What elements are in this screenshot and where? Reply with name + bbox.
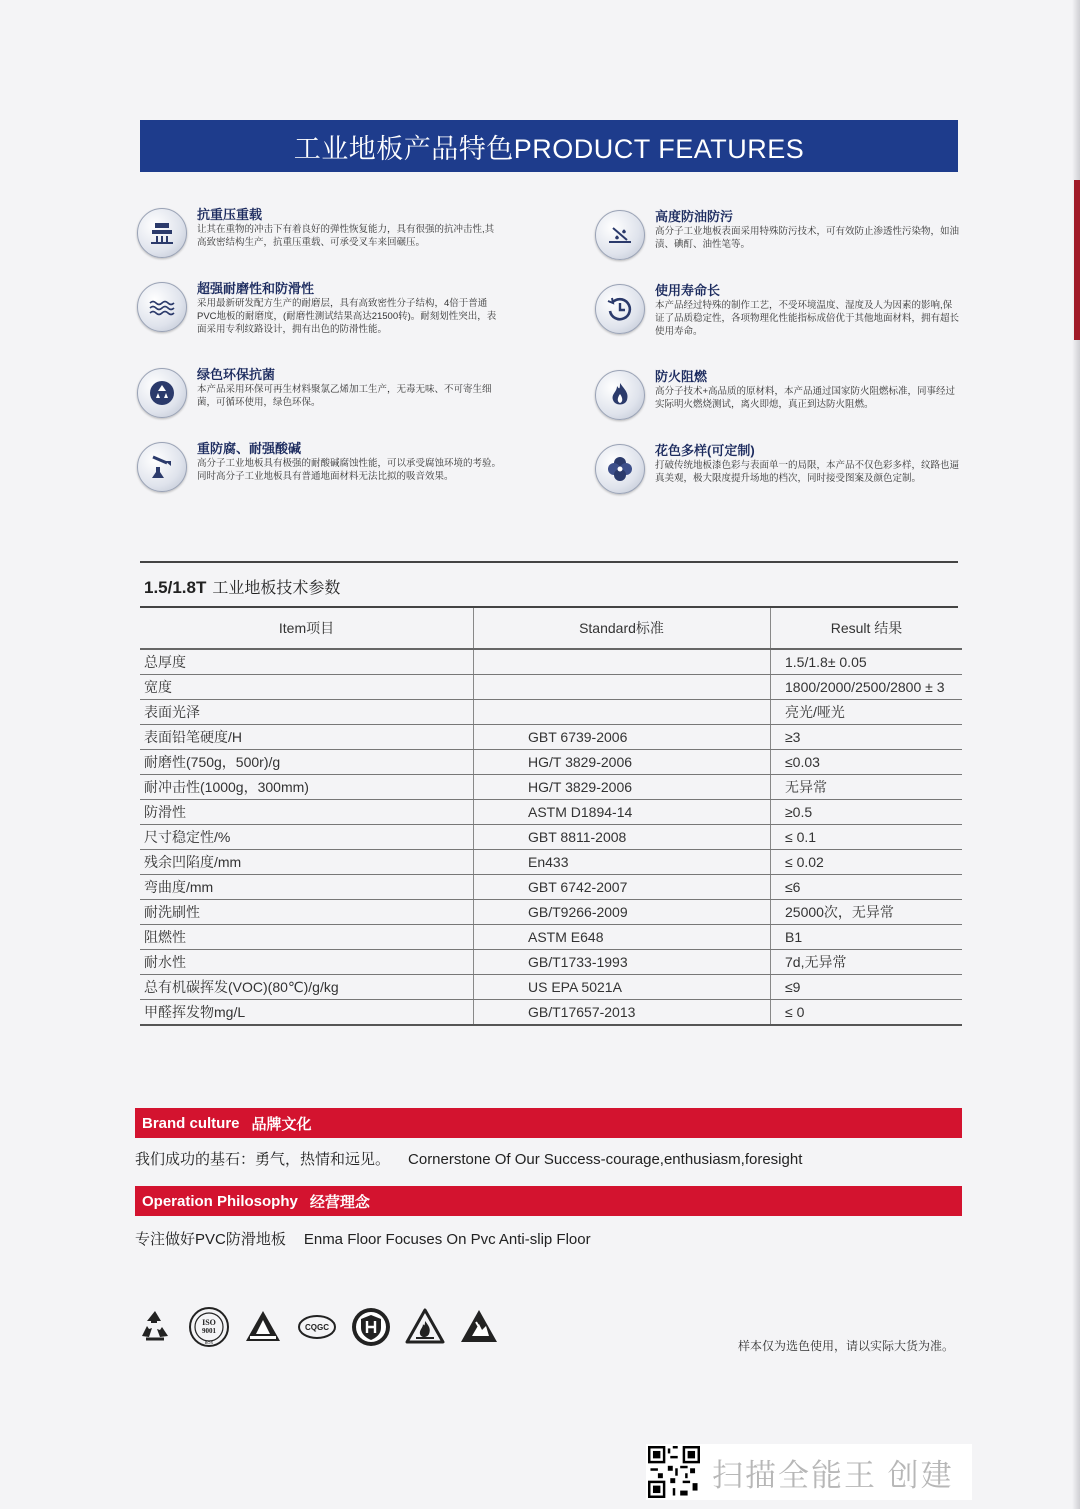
- table-row: [140, 900, 962, 925]
- cell-item: 甲醛挥发物mg/L: [140, 1000, 474, 1026]
- wave-surface-icon: [137, 282, 187, 332]
- cell-result: 亮光/哑光: [771, 700, 963, 725]
- cell-standard: HG/T 3829-2006: [474, 750, 771, 775]
- iso-9001-icon: [188, 1306, 230, 1348]
- cell-result: ≤ 0.1: [771, 825, 963, 850]
- operation-philosophy-line-zh: 专注做好PVC防滑地板: [135, 1231, 286, 1248]
- brand-culture-line: [135, 1148, 802, 1169]
- cell-result: B1: [771, 925, 963, 950]
- iso-label: ISO: [202, 1318, 216, 1327]
- table-row: [140, 800, 962, 825]
- feature-title: 绿色环保抗菌: [197, 367, 276, 382]
- cell-standard: [474, 675, 771, 700]
- spec-title-bold: 1.5/1.8T: [144, 578, 207, 597]
- cell-result: ≤6: [771, 875, 963, 900]
- section-divider: [140, 561, 958, 563]
- table-row: [140, 825, 962, 850]
- spec-table: [140, 608, 962, 1026]
- table-row: [140, 750, 962, 775]
- feature-desc: 高分子技术+高品质的原材料，本产品通过国家防火阻燃标准，同事经过实际明火燃烧测试，离火即熄，真正到达防火阻燃。: [655, 386, 956, 410]
- acid-beaker-icon: [137, 442, 187, 492]
- table-row: [140, 925, 962, 950]
- clock-history-icon: [595, 284, 645, 334]
- brand-culture-zh: 品牌文化: [251, 1115, 312, 1133]
- certification-icons: [134, 1306, 500, 1348]
- cell-item: 防滑性: [140, 800, 474, 825]
- iso-bottom: BOS: [204, 1340, 214, 1345]
- table-row: [140, 950, 962, 975]
- feature-desc: 本产品采用环保可再生材料聚氯乙烯加工生产，无毒无味、不可寄生细菌，可循环使用，绿色环保。: [197, 384, 492, 408]
- feature-desc: 打破传统地板漆色彩与表面单一的局限，本产品不仅色彩多样，纹路也逼真美观，极大限度提升场地的档次，同时接受图案及颜色定制。: [655, 460, 960, 484]
- feature-desc: 高分子工业地板具有极强的耐酸碱腐蚀性能，可以承受腐蚀环境的考验。同时高分子工业地板具有普通地面材料无法比拟的吸音效果。: [197, 458, 502, 482]
- feature-desc: 让其在重物的冲击下有着良好的弹性恢复能力，具有很强的抗冲击性,其高致密结构生产，抗重压重载、可承受叉车来回碾压。: [197, 224, 495, 248]
- feature-title: 高度防油防污: [655, 209, 734, 224]
- cell-standard: HG/T 3829-2006: [474, 775, 771, 800]
- cell-item: 耐磨性(750g，500r)/g: [140, 750, 474, 775]
- cell-item: 尺寸稳定性/%: [140, 825, 474, 850]
- operation-philosophy-line-en: Enma Floor Focuses On Pvc Anti-slip Floor: [303, 1231, 591, 1248]
- cell-item: 总有机碳挥发(VOC)(80℃)/g/kg: [140, 975, 474, 1000]
- cqgc-label: CQGC: [305, 1323, 329, 1332]
- cell-item: 表面光泽: [140, 700, 474, 725]
- color-pattern-icon: [595, 444, 645, 494]
- oil-stain-icon: [595, 210, 645, 260]
- cell-result: 7d,无异常: [771, 950, 963, 975]
- page-edge-mark: [1074, 180, 1080, 340]
- table-row: [140, 649, 962, 675]
- table-row: [140, 975, 962, 1000]
- feature-title: 抗重压重载: [197, 207, 263, 222]
- cell-item: 总厚度: [140, 649, 474, 675]
- cqgc-icon: [296, 1306, 338, 1348]
- recycle-icon: [137, 368, 187, 418]
- recycle-icon: [134, 1306, 176, 1348]
- scanner-watermark: [646, 1444, 972, 1500]
- cell-result: ≤0.03: [771, 750, 963, 775]
- flame-icon: [595, 370, 645, 420]
- cell-standard: ASTM D1894-14: [474, 800, 771, 825]
- cell-item: 耐水性: [140, 950, 474, 975]
- iso-number: 9001: [202, 1327, 216, 1335]
- spec-title: [144, 575, 340, 598]
- cell-standard: En433: [474, 850, 771, 875]
- health-shield-icon: [350, 1306, 392, 1348]
- cell-result: ≤9: [771, 975, 963, 1000]
- feature-desc: 高分子工业地板表面采用特殊防污技术，可有效防止渗透性污染物，如油渍、碘酊、油性笔等。: [655, 226, 960, 250]
- cell-item: 阻燃性: [140, 925, 474, 950]
- feature-title: 使用寿命长: [655, 283, 721, 298]
- cell-result: 25000次，无异常: [771, 900, 963, 925]
- table-row: [140, 700, 962, 725]
- cell-result: 无异常: [771, 775, 963, 800]
- brand-culture-line-zh: 我们成功的基石：勇气，热情和远见。: [135, 1151, 391, 1168]
- operation-philosophy-line: [135, 1228, 591, 1249]
- qr-code-icon: [648, 1446, 700, 1498]
- table-row: [140, 875, 962, 900]
- brand-culture-en: Brand culture: [142, 1114, 240, 1132]
- operation-philosophy-en: Operation Philosophy: [142, 1192, 298, 1210]
- cell-result: ≥0.5: [771, 800, 963, 825]
- watermark-text: 扫描全能王 创建: [712, 1457, 954, 1493]
- table-header-row: [140, 608, 962, 649]
- column-header-result: Result 结果: [771, 608, 963, 649]
- cell-result: ≥3: [771, 725, 963, 750]
- cell-item: 耐冲击性(1000g，300mm): [140, 775, 474, 800]
- spec-title-rest: 工业地板技术参数: [212, 580, 341, 597]
- brand-culture-bar: [135, 1108, 962, 1138]
- cell-result: 1800/2000/2500/2800 ± 3: [771, 675, 963, 700]
- cell-standard: [474, 649, 771, 675]
- cell-standard: GBT 6739-2006: [474, 725, 771, 750]
- cell-standard: GB/T17657-2013: [474, 1000, 771, 1026]
- cell-standard: GB/T9266-2009: [474, 900, 771, 925]
- feature-title: 重防腐、耐强酸碱: [197, 441, 302, 456]
- column-header-item: Item项目: [140, 608, 474, 649]
- column-header-standard: Standard标准: [474, 608, 771, 649]
- feature-title: 防火阻燃: [655, 369, 708, 384]
- static-warning-icon: [458, 1306, 500, 1348]
- fire-hazard-icon: [404, 1306, 446, 1348]
- cell-result: ≤ 0.02: [771, 850, 963, 875]
- cell-standard: ASTM E648: [474, 925, 771, 950]
- table-row: [140, 725, 962, 750]
- feature-desc: 采用最新研发配方生产的耐磨层，具有高致密性分子结构，4倍于普通PVC地板的耐磨度，(耐磨性测试结果高达21500转)。耐刻划性突出，表面采用专利纹路设计，拥有出色的防滑性能。: [197, 298, 497, 335]
- cell-standard: GBT 8811-2008: [474, 825, 771, 850]
- feature-desc: 本产品经过特殊的制作工艺，不受环境温度、湿度及人为因素的影响,保证了品质稳定性，各项物理化性能指标成倍优于其他地面材料，拥有超长使用寿命。: [655, 300, 960, 337]
- operation-philosophy-bar: [135, 1186, 962, 1216]
- cell-result: 1.5/1.8± 0.05: [771, 649, 963, 675]
- table-row: [140, 1000, 962, 1026]
- weight-press-icon: [137, 208, 187, 258]
- page-title: 工业地板产品特色PRODUCT FEATURES: [293, 133, 805, 164]
- feature-title: 花色多样(可定制): [655, 443, 755, 458]
- disclaimer-note: 样本仅为选色使用，请以实际大货为准。: [738, 1339, 955, 1353]
- cell-item: 表面铅笔硬度/H: [140, 725, 474, 750]
- cell-result: ≤ 0: [771, 1000, 963, 1026]
- operation-philosophy-zh: 经营理念: [309, 1193, 370, 1211]
- page-title-banner: [140, 120, 958, 172]
- brand-culture-line-en: Cornerstone Of Our Success-courage,enthusiasm,foresight: [408, 1151, 803, 1168]
- cell-standard: [474, 700, 771, 725]
- feature-title: 超强耐磨性和防滑性: [197, 281, 315, 296]
- cell-item: 弯曲度/mm: [140, 875, 474, 900]
- cell-item: 宽度: [140, 675, 474, 700]
- table-row: [140, 850, 962, 875]
- cell-item: 残余凹陷度/mm: [140, 850, 474, 875]
- table-row: [140, 775, 962, 800]
- esd-warning-icon: [242, 1306, 284, 1348]
- cell-standard: GB/T1733-1993: [474, 950, 771, 975]
- cell-standard: US EPA 5021A: [474, 975, 771, 1000]
- table-row: [140, 675, 962, 700]
- cell-standard: GBT 6742-2007: [474, 875, 771, 900]
- cell-item: 耐洗刷性: [140, 900, 474, 925]
